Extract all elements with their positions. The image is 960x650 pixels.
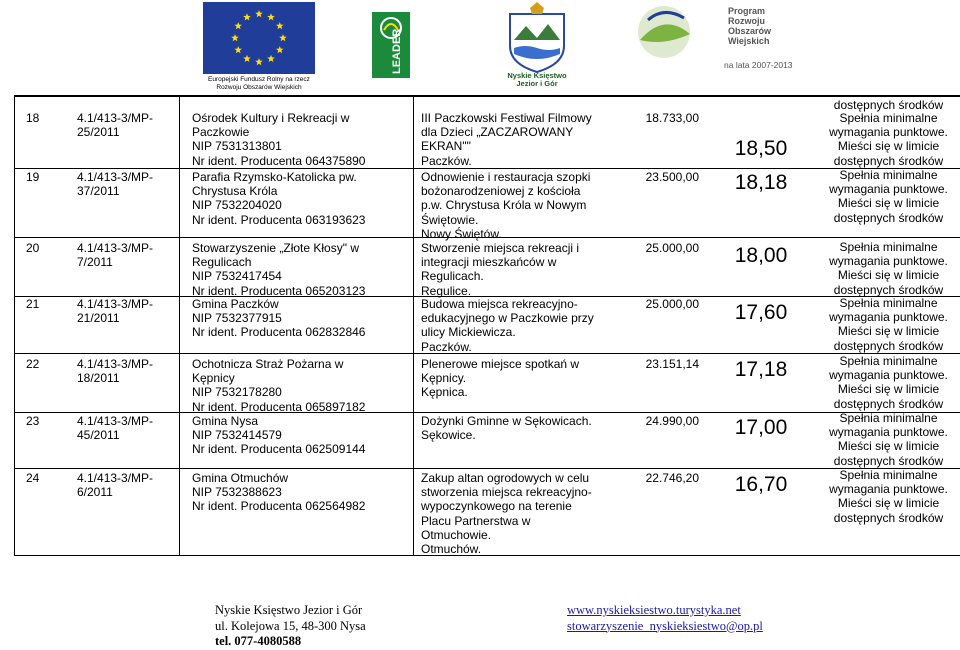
operation-title	[421, 357, 619, 400]
footer-website-link[interactable]: www.nyskieksiestwo.turystyka.net	[567, 603, 741, 617]
operation-title-line: Sękowice.	[421, 428, 476, 443]
status-line: Spełnia minimalne	[839, 354, 938, 368]
operation-title-line: bożonarodzeniowej z kościoła	[421, 184, 581, 199]
operation-title-line: Otmuchowie.	[421, 527, 492, 542]
beneficiary-line: Nr ident. Producenta 062564982	[192, 499, 366, 514]
application-number-line: 37/2011	[77, 184, 120, 199]
eu-star	[234, 22, 242, 29]
beneficiary-line: NIP 7532417454	[192, 269, 282, 284]
eu-caption-line1: Europejski Fundusz Rolny na rzecz	[208, 76, 310, 83]
status-line: dostępnych środków	[833, 453, 944, 468]
score: 18,18	[734, 171, 788, 194]
lgd-logo	[500, 0, 574, 86]
footer-org-name: Nyskie Księstwo Jezior i Gór	[215, 603, 363, 617]
status-line: Mieści się w limicie	[837, 196, 940, 211]
operation-title	[421, 241, 619, 298]
lgd-line1: Nyskie Księstwo	[507, 71, 567, 80]
eu-caption-line2: Rozwoju Obszarów Wiejskich	[216, 84, 302, 91]
beneficiary-line: Kępnicy	[192, 371, 235, 386]
operation-title-line: stworzenia miejsca rekreacyjno-	[421, 485, 592, 500]
beneficiary-line: NIP 7532388623	[192, 485, 282, 500]
application-number	[77, 111, 175, 139]
beneficiary	[192, 414, 388, 457]
application-number-line: 4.1/413-3/MP-	[77, 414, 154, 428]
prow-line1: Program	[728, 6, 766, 16]
operation-title-line: p.w. Chrystusa Króla w Nowym	[421, 198, 587, 213]
status-line: dostępnych środków	[833, 153, 944, 168]
beneficiary-line: Regulicach	[192, 255, 252, 270]
table-border-left	[14, 95, 15, 555]
operation-title-line: Świętowie.	[421, 212, 479, 227]
eu-star	[276, 22, 284, 29]
score: 17,60	[734, 301, 788, 324]
eu-star	[243, 55, 251, 62]
status-line: Mieści się w limicie	[837, 268, 940, 283]
status-line: dostępnych środków	[833, 338, 944, 353]
beneficiary-line: NIP 7531313801	[192, 139, 282, 154]
operation-title	[421, 471, 619, 556]
status-line: dostępnych środków	[833, 210, 944, 225]
operation-title-line: III Paczkowski Festiwal Filmowy	[421, 111, 592, 125]
operation-title	[421, 414, 619, 442]
eu-star	[276, 46, 284, 53]
application-number-line: 4.1/413-3/MP-	[77, 297, 154, 311]
status-line: Mieści się w limicie	[837, 324, 940, 339]
application-number	[77, 414, 175, 442]
status-line: Mieści się w limicie	[837, 382, 940, 397]
footer-contact	[567, 603, 807, 634]
operation-title-line: Stworzenie miejsca rekreacji i	[421, 241, 580, 255]
eu-star	[255, 10, 263, 17]
eu-flag-logo	[198, 0, 320, 93]
status-line: wymagania punktowe.	[829, 254, 948, 269]
status-line: wymagania punktowe.	[829, 125, 948, 140]
operation-title-line: EKRAN""	[421, 139, 471, 154]
beneficiary-line: Parafia Rzymsko-Katolicka pw.	[192, 170, 357, 184]
footer-street: ul. Kolejowa 15, 48-300 Nysa	[215, 618, 366, 633]
beneficiary	[192, 111, 388, 168]
operation-title-line: ulicy Mickiewicza.	[421, 325, 516, 340]
eu-star	[267, 55, 275, 62]
operation-title-line: Odnowienie i restauracja szopki	[421, 170, 591, 184]
status-line: Spełnia minimalne	[839, 468, 938, 482]
row-number: 23	[26, 414, 40, 428]
beneficiary-line: Gmina Nysa	[192, 414, 259, 428]
operation-title	[421, 170, 619, 241]
beneficiary-line: Nr ident. Producenta 064375890	[192, 153, 366, 168]
row-number: 22	[26, 357, 40, 371]
operation-title-line: Regulice.	[421, 283, 472, 298]
status	[817, 168, 960, 225]
beneficiary-line: Gmina Paczków	[192, 297, 279, 311]
beneficiary-line: Ośrodek Kultury i Rekreacji w	[192, 111, 350, 125]
operation-title-line: integracji mieszkańców w	[421, 255, 557, 270]
eu-stars-icon	[203, 2, 315, 74]
status-line: Spełnia minimalne	[839, 411, 938, 425]
operation-title-line: Paczków.	[421, 153, 472, 168]
row-number: 18	[26, 111, 40, 125]
operation-title-line: edukacyjnego w Paczkowie przy	[421, 311, 594, 326]
grant-amount: 22.746,20	[645, 471, 699, 485]
column-divider	[179, 95, 180, 555]
application-number-line: 4.1/413-3/MP-	[77, 170, 154, 184]
eu-star	[279, 34, 287, 41]
row-number: 19	[26, 170, 40, 184]
footer-email-link[interactable]: stowarzyszenie_nyskieksiestwo@op.pl	[567, 618, 763, 633]
eu-star	[255, 58, 263, 65]
operation-title-line: dla Dzieci „ZACZAROWANY	[421, 125, 574, 140]
beneficiary-line: Nr ident. Producenta 062509144	[192, 442, 366, 457]
operation-title-line: Budowa miejsca rekreacyjno-	[421, 297, 578, 311]
footer-phone: tel. 077-4080588	[215, 634, 302, 648]
application-number-line: 4.1/413-3/MP-	[77, 357, 154, 371]
grant-amount: 23.500,00	[645, 170, 699, 184]
beneficiary	[192, 241, 388, 298]
application-number	[77, 357, 175, 385]
beneficiary-line: NIP 7532178280	[192, 385, 282, 400]
status-line: dostępnych środków	[833, 510, 944, 525]
application-number-line: 21/2011	[77, 311, 120, 326]
operation-title-line: Kępnica.	[421, 385, 468, 400]
status	[817, 354, 960, 411]
score: 17,18	[734, 358, 788, 381]
status-line: Spełnia minimalne	[839, 168, 938, 182]
beneficiary-line: NIP 7532377915	[192, 311, 282, 326]
score: 18,50	[734, 137, 788, 160]
status-line: wymagania punktowe.	[829, 182, 948, 197]
beneficiary	[192, 357, 388, 414]
status-line: wymagania punktowe.	[829, 482, 948, 497]
operation-title-line: wypoczynkowego na terenie	[421, 499, 572, 514]
beneficiary-line: Nr ident. Producenta 065897182	[192, 399, 366, 414]
column-divider	[413, 95, 414, 555]
leader-text: LEADER	[391, 28, 403, 74]
leader-logo	[371, 0, 411, 80]
prow-line2: Rozwoju	[728, 16, 765, 26]
row-number: 21	[26, 297, 40, 311]
score: 17,00	[734, 416, 788, 439]
application-number-line: 6/2011	[77, 485, 113, 500]
prow-logo	[634, 0, 793, 72]
status-line: Mieści się w limicie	[837, 139, 940, 154]
row-number: 24	[26, 471, 40, 485]
beneficiary-line: Ochotnicza Straż Pożarna w	[192, 357, 344, 371]
status-line: wymagania punktowe.	[829, 368, 948, 383]
application-number-line: 4.1/413-3/MP-	[77, 241, 154, 255]
beneficiary-line: Chrystusa Króla	[192, 184, 278, 199]
grant-amount: 25.000,00	[645, 297, 699, 311]
application-number-line: 4.1/413-3/MP-	[77, 471, 154, 485]
beneficiary-line: Stowarzyszenie „Złote Kłosy" w	[192, 241, 359, 255]
footer-address	[215, 603, 395, 650]
status-line: Spełnia minimalne	[839, 240, 938, 254]
eu-star	[267, 13, 275, 20]
beneficiary-line: Nr ident. Producenta 065203123	[192, 283, 366, 298]
row-number: 20	[26, 241, 40, 255]
status-line: Mieści się w limicie	[837, 496, 940, 511]
score: 16,70	[734, 473, 788, 496]
status-line: wymagania punktowe.	[829, 310, 948, 325]
grant-amount: 23.151,14	[645, 357, 699, 371]
status	[817, 468, 960, 525]
eu-star	[243, 13, 251, 20]
application-number-line: 18/2011	[77, 371, 120, 386]
operation-title-line: Otmuchów.	[421, 542, 482, 557]
status-tail: dostępnych środków	[833, 98, 944, 112]
grant-amount: 24.990,00	[645, 414, 699, 428]
operation-title-line: Regulicach.	[421, 269, 484, 284]
status	[817, 240, 960, 297]
operation-title-line: Nowy Świętów.	[421, 226, 502, 241]
status-line: Spełnia minimalne	[839, 296, 938, 310]
status	[817, 411, 960, 468]
score: 18,00	[734, 244, 788, 267]
application-number-line: 7/2011	[77, 255, 113, 270]
eu-flag	[203, 2, 315, 74]
beneficiary	[192, 297, 388, 340]
beneficiary-line: Nr ident. Producenta 063193623	[192, 212, 366, 227]
operation-title-line: Dożynki Gminne w Sękowicach.	[421, 414, 592, 428]
beneficiary-line: Nr ident. Producenta 062832846	[192, 325, 366, 340]
operation-title-line: Kępnicy.	[421, 371, 467, 386]
status-line: wymagania punktowe.	[829, 425, 948, 440]
application-number	[77, 297, 175, 325]
operation-title-line: Plenerowe miejsce spotkań w	[421, 357, 580, 371]
status-line: Spełnia minimalne	[839, 111, 938, 125]
beneficiary-line: Paczkowie	[192, 125, 250, 140]
status-line: dostępnych środków	[833, 282, 944, 297]
application-number	[77, 170, 175, 198]
application-number-line: 45/2011	[77, 428, 120, 443]
prow-line4: Wiejskich	[728, 36, 770, 46]
beneficiary-line: Gmina Otmuchów	[192, 471, 289, 485]
status-line: dostępnych środków	[833, 396, 944, 411]
operation-title-line: Placu Partnerstwa w	[421, 513, 531, 528]
operation-title-line: Paczków.	[421, 339, 472, 354]
status	[817, 296, 960, 353]
application-number-line: 4.1/413-3/MP-	[77, 111, 154, 125]
beneficiary	[192, 471, 388, 514]
grant-amount: 18.733,00	[645, 111, 699, 125]
operation-title	[421, 111, 619, 168]
beneficiary-line: NIP 7532414579	[192, 428, 282, 443]
operation-title	[421, 297, 619, 354]
status-line: Mieści się w limicie	[837, 439, 940, 454]
application-number	[77, 241, 175, 269]
lgd-line2: Jezior i Gór	[516, 79, 558, 88]
eu-star	[234, 46, 242, 53]
application-number	[77, 471, 175, 499]
prow-line5: na lata 2007-2013	[724, 60, 793, 70]
table-top-border	[14, 95, 960, 97]
beneficiary-line: NIP 7532204020	[192, 198, 282, 213]
grant-amount: 25.000,00	[645, 241, 699, 255]
eu-star	[231, 34, 239, 41]
beneficiary	[192, 170, 388, 227]
status	[817, 111, 960, 168]
prow-line3: Obszarów	[728, 26, 772, 36]
operation-title-line: Zakup altan ogrodowych w celu	[421, 471, 590, 485]
application-number-line: 25/2011	[77, 125, 120, 140]
